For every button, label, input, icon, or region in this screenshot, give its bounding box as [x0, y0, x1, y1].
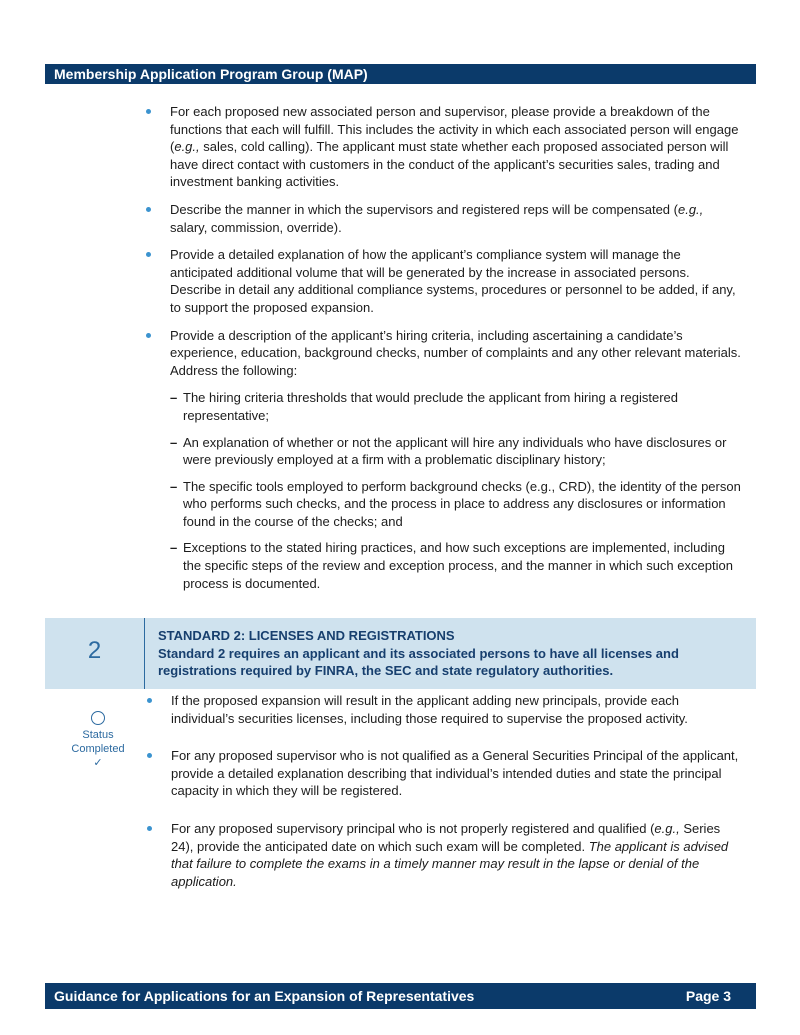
list-item [147, 692, 745, 727]
italic-text-run: e.g., [174, 139, 200, 155]
checkmark-icon: ✓ [93, 757, 103, 769]
sublist-text: An explanation of whether or not the applicant will hire any individuals who have disclosures or were previously employed at a firm with a problematic disciplinary history; [183, 434, 727, 468]
list-item [146, 201, 744, 236]
bullet-text [170, 247, 736, 315]
dash-icon: – [170, 478, 178, 494]
footer-title: Guidance for Applications for an Expansion of Representatives [54, 988, 475, 1004]
list-item [146, 103, 744, 191]
text-run: salary, commission, override). [170, 219, 342, 235]
section1-bullet-list [146, 103, 744, 602]
dash-icon: – [170, 540, 178, 556]
bullet-icon [146, 207, 151, 212]
hiring-criteria-sublist [170, 389, 744, 592]
bullet-icon [146, 109, 151, 114]
bullet-icon [147, 826, 152, 831]
standard-number: 2 [87, 637, 102, 664]
standard-2-band [45, 618, 756, 689]
list-item [147, 820, 745, 890]
standard-heading [158, 627, 748, 680]
standard-divider [144, 618, 145, 689]
text-run: sales, cold calling). The applicant must state whether each proposed associated person will have direct contact with customers in the conduct of the applicant’s securities sales, trading and investment banking activities. [170, 139, 729, 190]
sublist-item [170, 389, 744, 424]
sublist-item [170, 539, 744, 592]
bullet-icon [147, 753, 152, 758]
bullet-text [171, 821, 728, 889]
bullet-text [170, 328, 741, 378]
sublist-text: Exceptions to the stated hiring practices, and how such exceptions are implemented, including the specific steps of the review and exception process, and the manner in which such exception process is documented. [183, 540, 733, 591]
sublist-item [170, 434, 744, 469]
italic-text-run: e.g., [654, 820, 680, 836]
list-item [146, 327, 744, 593]
dash-icon: – [170, 434, 178, 450]
text-run: Provide a detailed explanation of how the applicant’s compliance system will manage the anticipated additional volume that will be generated by the increase in associated persons. Describe in detail any additional compliance systems, procedures or personnel to be added, if any, to support the proposed expansion. [170, 247, 736, 315]
page-number: Page 3 [685, 988, 731, 1004]
bullet-text [170, 202, 703, 235]
bullet-icon [146, 333, 151, 338]
text-run: For any proposed supervisory principal who is not properly registered and qualified ( [171, 820, 655, 836]
header-title: Membership Application Program Group (MAP) [54, 66, 368, 82]
bullet-text [171, 748, 738, 798]
standard-title: STANDARD 2: LICENSES AND REGISTRATIONS [158, 628, 455, 643]
sublist-text: The specific tools employed to perform background checks (e.g., CRD), the identity of the person who performs such checks, and the process in place to address any disclosures or information found in the course of the checks; and [183, 478, 741, 529]
list-item [147, 747, 745, 800]
text-run: Provide a description of the applicant’s hiring criteria, including ascertaining a candidate’s experience, education, background checks, number of complaints and any other relevant materials. Address the following: [170, 327, 741, 378]
status-value: Completed [71, 743, 125, 755]
text-run: Series 24), provide the anticipated date on which such exam will be completed. [171, 820, 721, 854]
status-label: Status [82, 729, 114, 741]
text-run: Describe the manner in which the supervisors and registered reps will be compensated ( [170, 201, 678, 217]
status-circle-icon[interactable] [91, 711, 105, 725]
sublist-text: The hiring criteria thresholds that would preclude the applicant from hiring a registered representative; [183, 390, 678, 423]
italic-text-run: The applicant is advised that failure to complete the exams in a timely manner may result in the lapse or denial of the application. [171, 838, 729, 889]
bullet-text [170, 104, 738, 189]
bullet-icon [147, 698, 152, 703]
status-completed-widget[interactable] [62, 711, 134, 770]
italic-text-run: e.g., [677, 201, 704, 217]
text-run: For any proposed supervisor who is not qualified as a General Securities Principal of the applicant, provide a detailed explanation describing that individual’s intended duties and state the principal capacity in which they will be registered. [171, 748, 739, 799]
text-run: If the proposed expansion will result in the applicant adding new principals, provide each individual’s securities licenses, including those required to supervise the proposed activity. [171, 693, 688, 726]
standard-description: Standard 2 requires an applicant and its associated persons to have all licenses and registrations required by FINRA, the SEC and state regulatory authorities. [158, 645, 679, 679]
bullet-icon [146, 252, 151, 257]
section2-bullet-list [147, 692, 745, 910]
document-footer-bar [45, 983, 756, 1009]
list-item [146, 246, 744, 316]
text-run: For each proposed new associated person and supervisor, please provide a breakdown of the functions that each will fulfill. This includes the activity in which each associated person will engage ( [170, 104, 739, 155]
bullet-text [171, 693, 688, 726]
sublist-item [170, 478, 744, 531]
dash-icon: – [170, 390, 178, 406]
document-header-bar [45, 64, 756, 84]
